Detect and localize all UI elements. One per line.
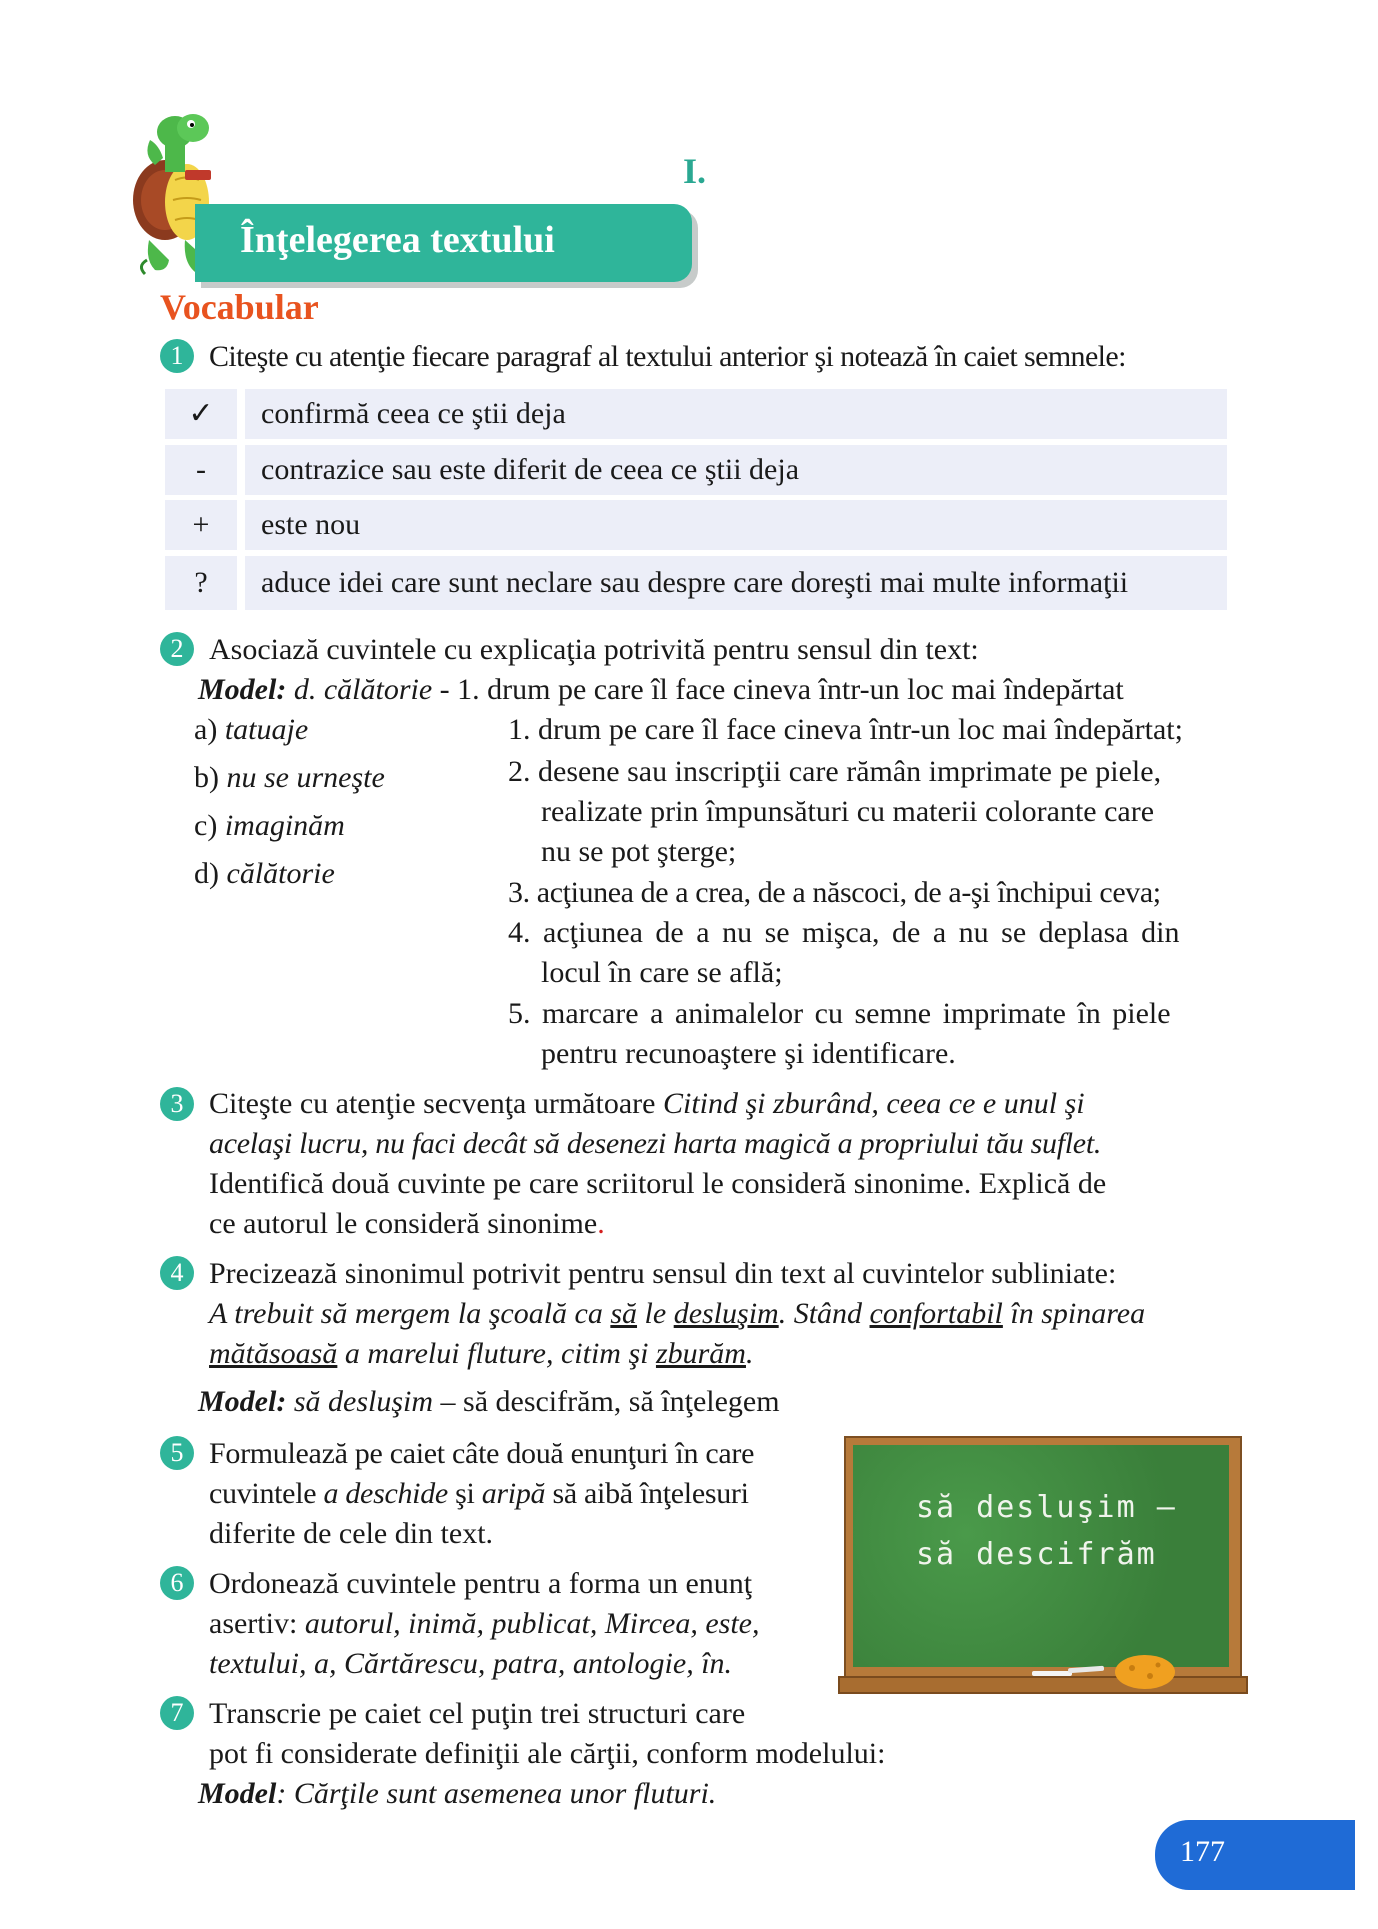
symbol-minus: -	[165, 445, 237, 495]
exercise-3-line: Citeşte cu atenţie secvenţa următoare Citind şi zburând, ceea ce e unul şi	[209, 1087, 1085, 1120]
definition-item: pentru recunoaştere şi identificare.	[541, 1037, 956, 1070]
chalkboard-text: să descifrăm	[916, 1537, 1157, 1572]
chalkboard-text: să desluşim –	[916, 1490, 1177, 1525]
exercise-1-instruction: Citeşte cu atenţie fiecare paragraf al textului anterior şi notează în caiet semnele:	[209, 340, 1126, 373]
exercise-3-line: ce autorul le consideră sinonime.	[209, 1207, 605, 1240]
exercise-6-line: Ordonează cuvintele pentru a forma un enunţ	[209, 1567, 753, 1600]
exercise-3-line: acelaşi lucru, nu faci decât să desenezi harta magică a propriului tău suflet.	[209, 1127, 1102, 1160]
exercise-4-sentence: mătăsoasă a marelui fluture, citim şi zburăm.	[209, 1337, 754, 1370]
symbol-description: contrazice sau este diferit de ceea ce ştii deja	[245, 445, 1227, 495]
section-number: I.	[683, 151, 707, 191]
exercise-5-line: diferite de cele din text.	[209, 1517, 494, 1550]
exercise-7-model: Model: Cărţile sunt asemenea unor fluturi.	[198, 1777, 717, 1810]
exercise-2-instruction: Asociază cuvintele cu explicaţia potrivită pentru sensul din text:	[209, 633, 979, 666]
symbol-plus: +	[165, 500, 237, 550]
subheading-vocabular: Vocabular	[160, 287, 319, 327]
exercise-6-line: textului, a, Cărtărescu, patra, antologie, în.	[209, 1647, 733, 1680]
definition-item: nu se pot şterge;	[541, 835, 737, 868]
page-number: 177	[1180, 1835, 1225, 1868]
definition-item: 5. marcare a animalelor cu semne imprimate în piele	[508, 997, 1171, 1030]
exercise-number-badge: 2	[160, 632, 194, 666]
model-label: Model:	[198, 673, 287, 706]
symbol-check: ✓	[165, 389, 237, 439]
definition-item: 3. acţiunea de a crea, de a născoci, de a-şi închipui ceva;	[508, 876, 1161, 909]
exercise-3-line: Identifică două cuvinte pe care scriitorul le consideră sinonime. Explică de	[209, 1167, 1107, 1200]
definition-item: locul în care se află;	[541, 956, 783, 989]
definition-item: realizate prin împunsături cu materii colorante care	[541, 795, 1155, 828]
exercise-4-model: Model: să desluşim – să descifrăm, să înţelegem	[198, 1385, 780, 1418]
exercise-number-badge: 3	[160, 1087, 194, 1121]
exercise-5-line: cuvintele a deschide şi aripă să aibă înţelesuri	[209, 1477, 749, 1510]
exercise-5-line: Formulează pe caiet câte două enunţuri în care	[209, 1437, 755, 1470]
symbol-description: aduce idei care sunt neclare sau despre care doreşti mai multe informaţii	[245, 556, 1227, 610]
word-item: d) călătorie	[194, 857, 335, 890]
exercise-4-sentence: A trebuit să mergem la şcoală ca să le desluşim. Stând confortabil în spinarea	[209, 1297, 1146, 1330]
model-word: d. călătorie	[293, 673, 433, 706]
exercise-6-line: asertiv: autorul, inimă, publicat, Mircea, este,	[209, 1607, 760, 1640]
word-item: a) tatuaje	[194, 713, 309, 746]
exercise-number-badge: 6	[160, 1566, 194, 1600]
symbol-question: ?	[165, 556, 237, 610]
exercise-number-badge: 5	[160, 1436, 194, 1470]
definition-item: 4. acţiunea de a nu se mişca, de a nu se deplasa din	[508, 916, 1180, 949]
symbol-description: confirmă ceea ce ştii deja	[245, 389, 1227, 439]
exercise-7-line: pot fi considerate definiţii ale cărţii, conform modelului:	[209, 1737, 886, 1770]
word-item: c) imaginăm	[194, 809, 345, 842]
exercise-number-badge: 4	[160, 1256, 194, 1290]
exercise-number-badge: 1	[160, 339, 194, 373]
exercise-2-model	[198, 670, 1124, 710]
exercise-4-line: Precizează sinonimul potrivit pentru sensul din text al cuvintelor subliniate:	[209, 1257, 1117, 1290]
word-item: b) nu se urneşte	[194, 761, 385, 794]
sponge-icon	[1112, 1650, 1178, 1692]
definition-item: 1. drum pe care îl face cineva într-un loc mai îndepărtat;	[508, 713, 1183, 746]
section-title: Înţelegerea textului	[240, 219, 555, 261]
exercise-7-line: Transcrie pe caiet cel puţin trei structuri care	[209, 1697, 746, 1730]
exercise-number-badge: 7	[160, 1696, 194, 1730]
symbol-description: este nou	[245, 500, 1227, 550]
definition-item: 2. desene sau inscripţii care rămân imprimate pe piele,	[508, 755, 1162, 788]
model-rest: - 1. drum pe care îl face cineva într-un loc mai îndepărtat	[432, 673, 1124, 706]
